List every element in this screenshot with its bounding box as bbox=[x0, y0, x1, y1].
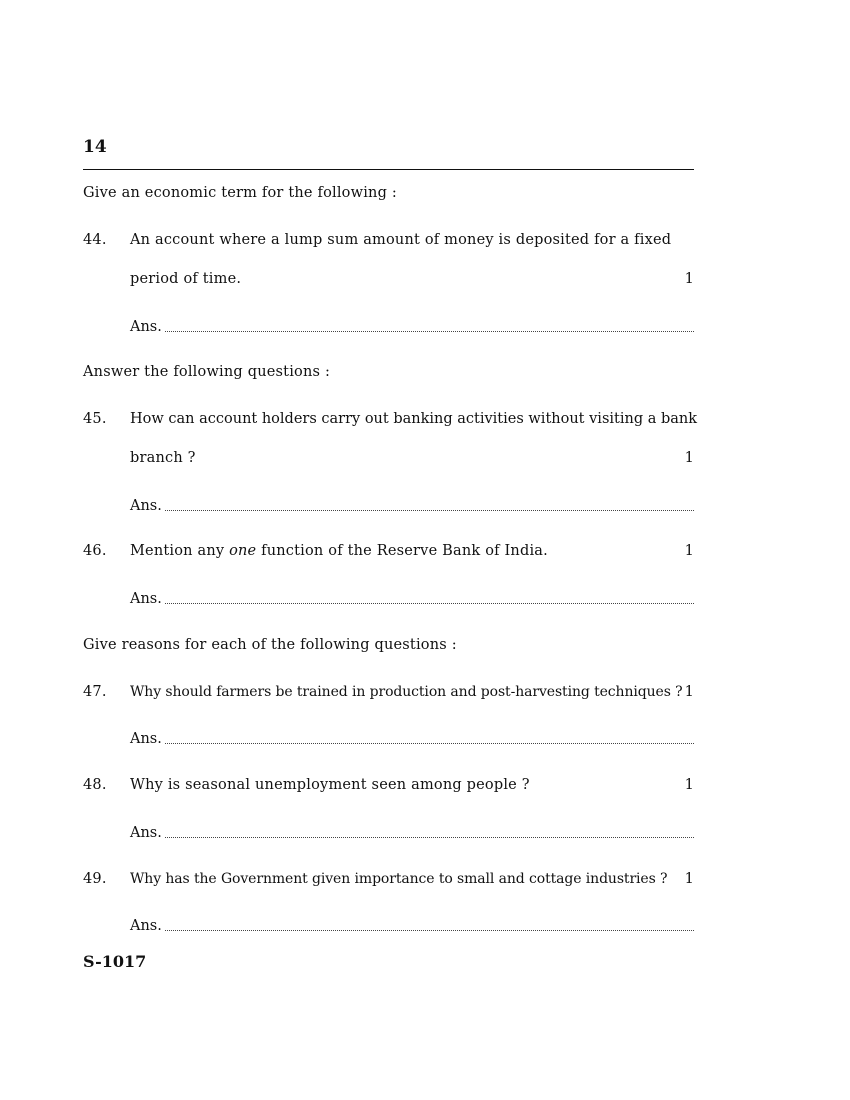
question-47-number: 47. bbox=[83, 684, 107, 700]
answer-dots bbox=[165, 930, 694, 931]
question-44-line2: period of time. bbox=[130, 271, 242, 287]
question-44-line1: An account where a lump sum amount of money is deposited for a fixed bbox=[130, 232, 672, 248]
answer-line-48[interactable] bbox=[130, 823, 694, 841]
page-number: 14 bbox=[83, 137, 107, 157]
answer-line-49[interactable] bbox=[130, 916, 694, 934]
question-49-marks: 1 bbox=[684, 871, 694, 887]
answer-line-46[interactable] bbox=[130, 589, 694, 607]
answer-line-44[interactable] bbox=[130, 317, 694, 335]
answer-label: Ans. bbox=[130, 319, 162, 335]
answer-dots bbox=[165, 331, 694, 332]
question-46-emphasis: one bbox=[229, 543, 257, 559]
section-heading-economic-term: Give an economic term for the following : bbox=[83, 185, 397, 201]
footer-code: S-1017 bbox=[83, 952, 147, 971]
question-46-marks: 1 bbox=[684, 543, 694, 559]
answer-dots bbox=[165, 837, 694, 838]
answer-label: Ans. bbox=[130, 731, 162, 747]
question-46-number: 46. bbox=[83, 543, 107, 559]
question-46-text-after: function of the Reserve Bank of India. bbox=[256, 543, 548, 559]
answer-dots bbox=[165, 743, 694, 744]
question-44-number: 44. bbox=[83, 232, 107, 248]
question-49-text: Why has the Government given importance to small and cottage industries ? bbox=[130, 871, 668, 887]
question-48-number: 48. bbox=[83, 777, 107, 793]
question-48-marks: 1 bbox=[684, 777, 694, 793]
top-rule bbox=[83, 169, 694, 170]
question-47-marks: 1 bbox=[684, 684, 694, 700]
answer-label: Ans. bbox=[130, 498, 162, 514]
answer-dots bbox=[165, 510, 694, 511]
question-45-line1: How can account holders carry out banking activities without visiting a bank bbox=[130, 411, 698, 427]
question-48-text: Why is seasonal unemployment seen among people ? bbox=[130, 777, 530, 793]
question-47-text: Why should farmers be trained in production and post-harvesting techniques ? bbox=[130, 684, 683, 700]
question-46-text bbox=[130, 543, 548, 559]
question-45-line2: branch ? bbox=[130, 450, 196, 466]
question-46-text-before: Mention any bbox=[130, 543, 230, 559]
answer-line-45[interactable] bbox=[130, 496, 694, 514]
question-44-marks: 1 bbox=[684, 271, 694, 287]
answer-label: Ans. bbox=[130, 918, 162, 934]
answer-dots bbox=[165, 603, 694, 604]
answer-line-47[interactable] bbox=[130, 729, 694, 747]
question-49-number: 49. bbox=[83, 871, 107, 887]
section-heading-give-reasons: Give reasons for each of the following questions : bbox=[83, 637, 457, 653]
answer-label: Ans. bbox=[130, 825, 162, 841]
answer-label: Ans. bbox=[130, 591, 162, 607]
question-45-number: 45. bbox=[83, 411, 107, 427]
question-45-marks: 1 bbox=[684, 450, 694, 466]
section-heading-answer-questions: Answer the following questions : bbox=[83, 364, 331, 380]
